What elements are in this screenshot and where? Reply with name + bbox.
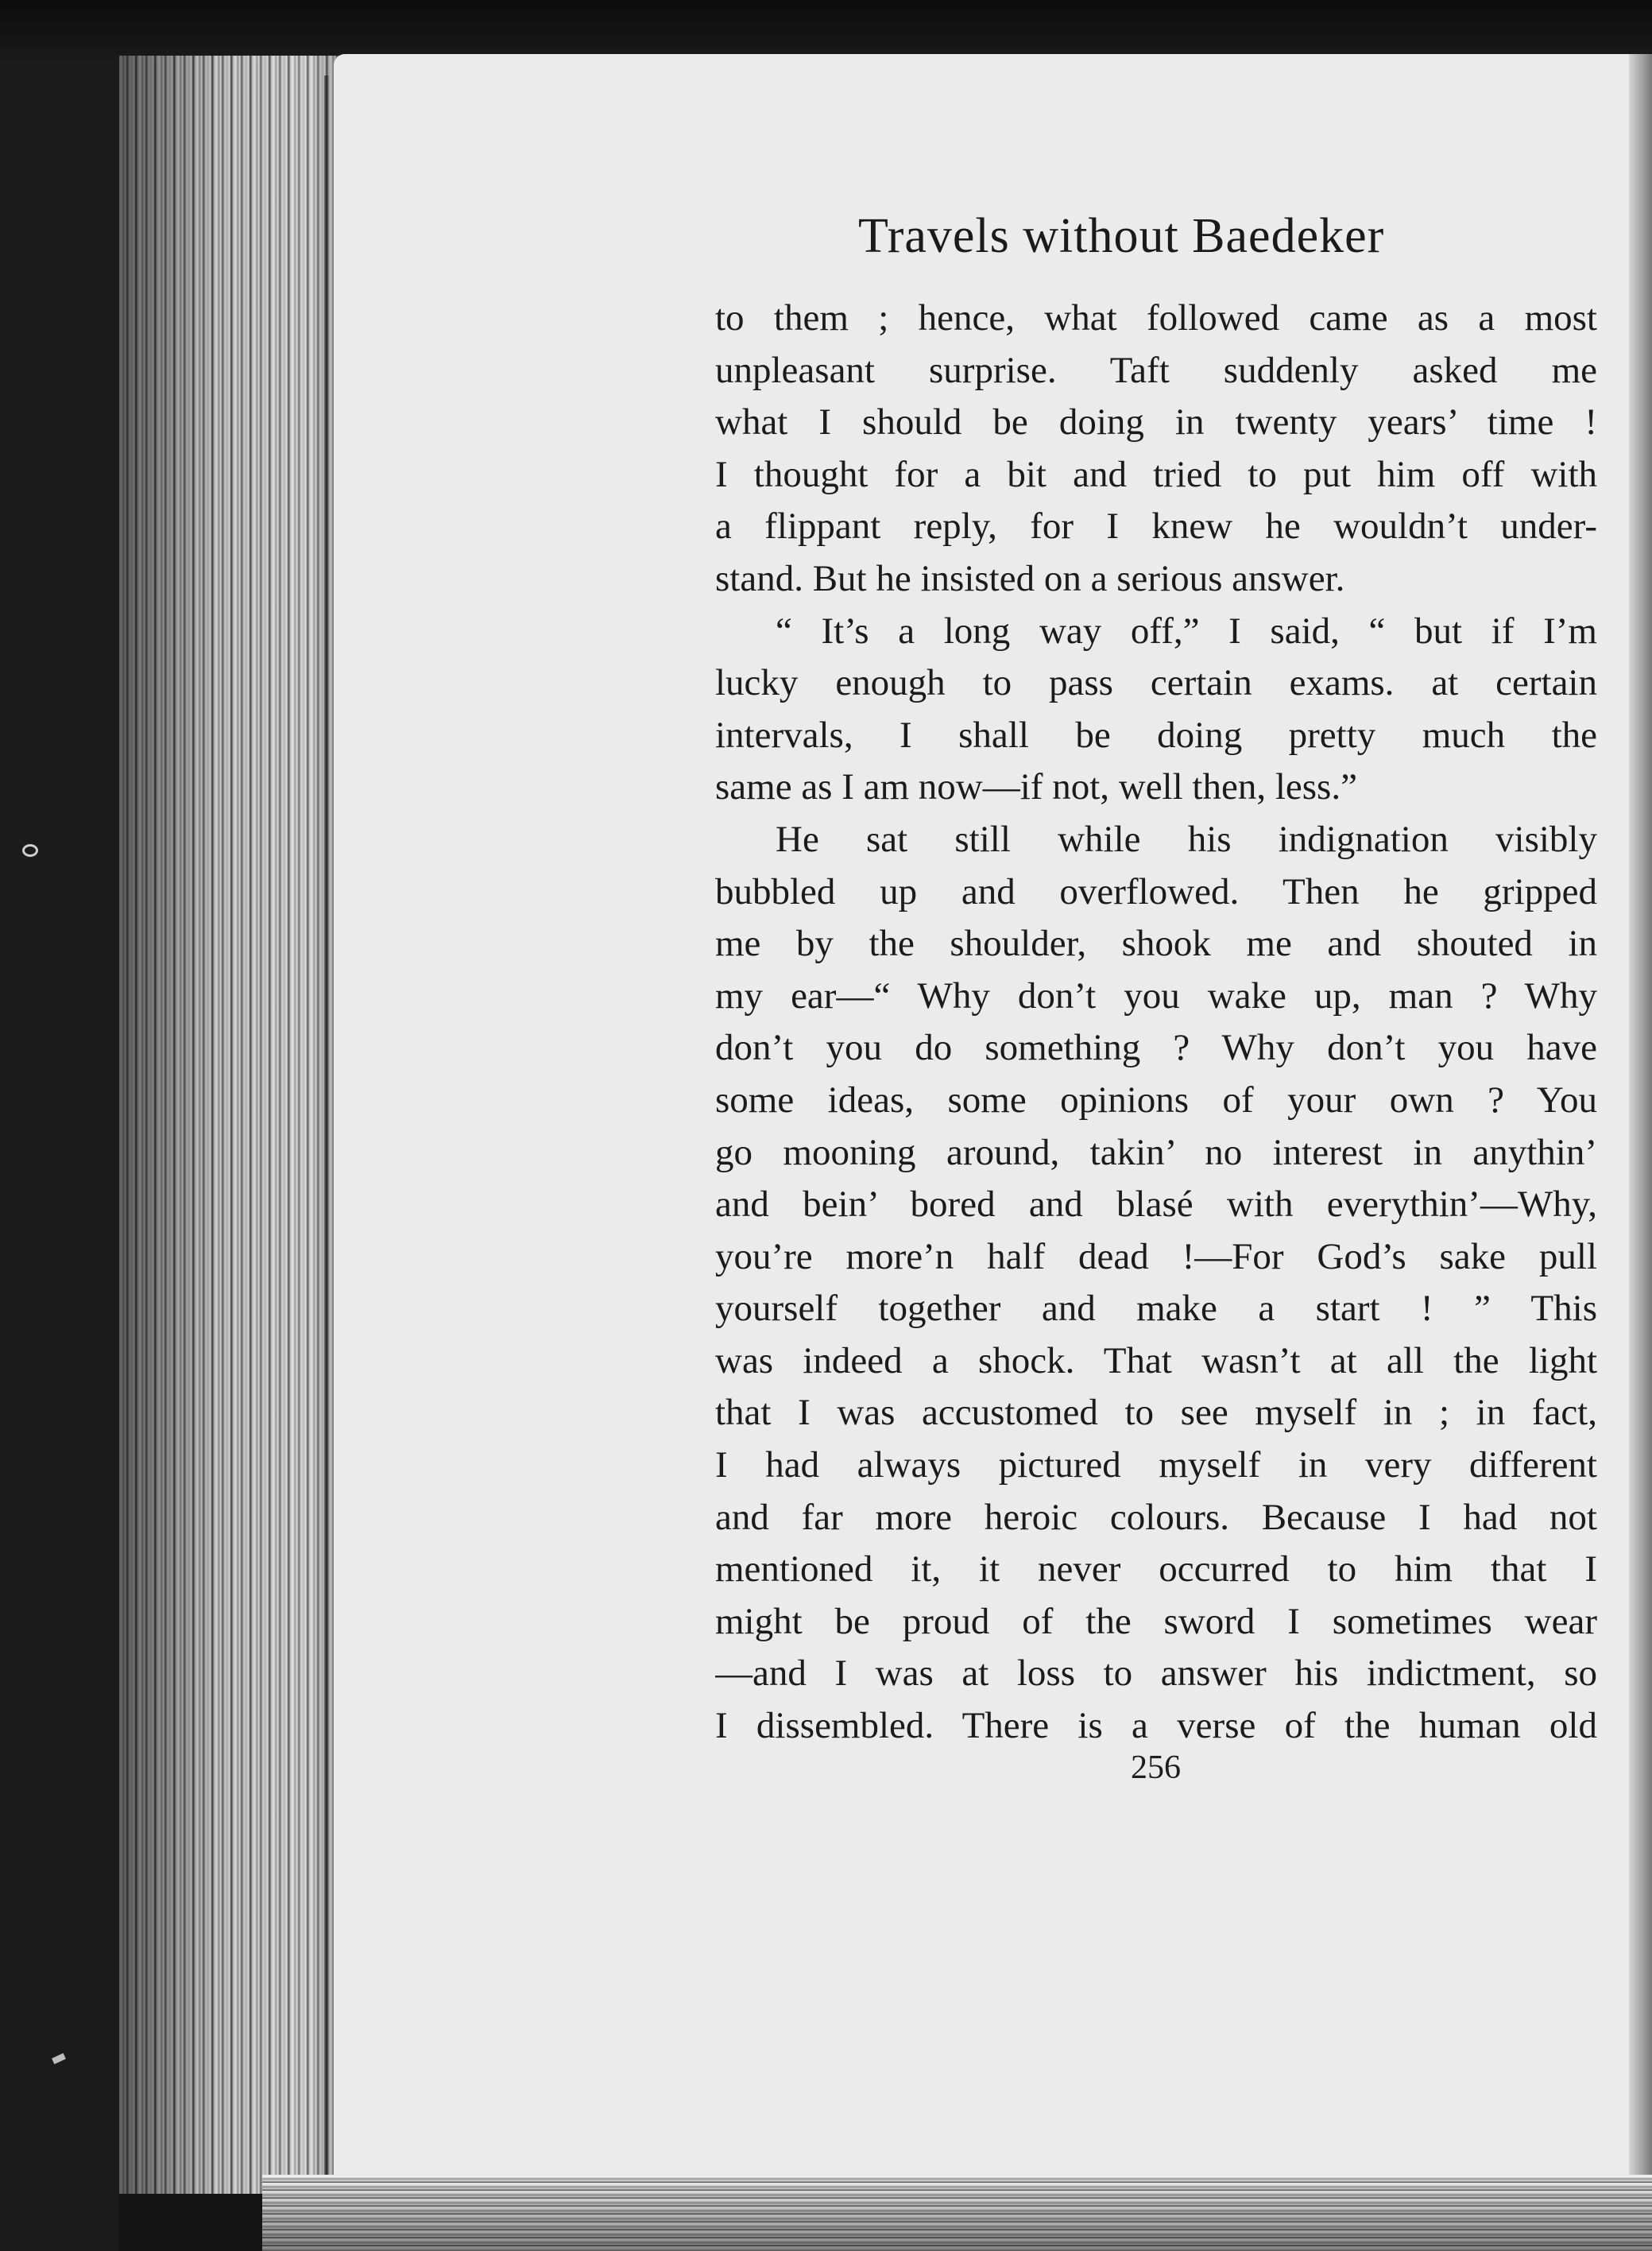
text-line: I thought for a bit and tried to put him off with — [715, 453, 1597, 495]
paragraph — [715, 814, 1597, 1753]
text-line: to them ; hence, what followed came as a most — [715, 297, 1597, 339]
text-line: go mooning around, takin’ no interest in anythin’ — [715, 1131, 1597, 1173]
text-line: He sat still while his indignation visibly — [776, 818, 1597, 860]
text-line: mentioned it, it never occurred to him that I — [715, 1548, 1597, 1590]
running-head: Travels without Baedeker — [858, 209, 1385, 263]
text-line: I dissembled. There is a verse of the human old — [715, 1705, 1597, 1747]
body-text — [715, 293, 1597, 1753]
text-line: was indeed a shock. That wasn’t at all the light — [715, 1339, 1597, 1381]
text-line: “ It’s a long way off,” I said, “ but if I’m — [776, 610, 1597, 652]
text-line: unpleasant surprise. Taft suddenly asked me — [715, 349, 1597, 391]
scan-speck — [22, 844, 38, 857]
page-number: 256 — [1131, 1749, 1181, 1786]
text-line: you’re more’n half dead !—For God’s sake pull — [715, 1235, 1597, 1277]
text-line: —and I was at loss to answer his indictment, so — [715, 1652, 1597, 1695]
text-line: bubbled up and overflowed. Then he gripped — [715, 870, 1597, 912]
text-line: that I was accustomed to see myself in ; in fact, — [715, 1392, 1597, 1434]
text-line: stand. But he insisted on a serious answer. — [715, 557, 1345, 599]
scan-top-border — [0, 0, 1652, 60]
paragraph — [715, 606, 1597, 814]
book-bottom-edges-shadow — [262, 2175, 1652, 2251]
text-line: and far more heroic colours. Because I had not — [715, 1496, 1597, 1538]
text-line: me by the shoulder, shook me and shouted in — [715, 923, 1597, 965]
text-line: don’t you do something ? Why don’t you have — [715, 1027, 1597, 1069]
text-line: and bein’ bored and blasé with everythin’—Why, — [715, 1184, 1597, 1226]
text-line: same as I am now—if not, well then, less.” — [715, 766, 1357, 808]
book-gutter — [324, 76, 329, 2190]
text-line: what I should be doing in twenty years’ time ! — [715, 401, 1597, 444]
page-right-edge — [1629, 54, 1652, 2200]
text-line: intervals, I shall be doing pretty much the — [715, 714, 1597, 756]
text-line: might be proud of the sword I sometimes wear — [715, 1600, 1597, 1642]
text-line: some ideas, some opinions of your own ? You — [715, 1079, 1597, 1121]
text-line: yourself together and make a start ! ” This — [715, 1288, 1597, 1330]
text-line: lucky enough to pass certain exams. at certain — [715, 662, 1597, 704]
book-page-edges-shadow — [119, 56, 342, 2194]
text-line: I had always pictured myself in very different — [715, 1444, 1597, 1486]
paragraph — [715, 293, 1597, 606]
scan-left-margin — [0, 60, 119, 2251]
text-line: a flippant reply, for I knew he wouldn’t under- — [715, 506, 1597, 548]
text-line: my ear—“ Why don’t you wake up, man ? Why — [715, 974, 1597, 1017]
